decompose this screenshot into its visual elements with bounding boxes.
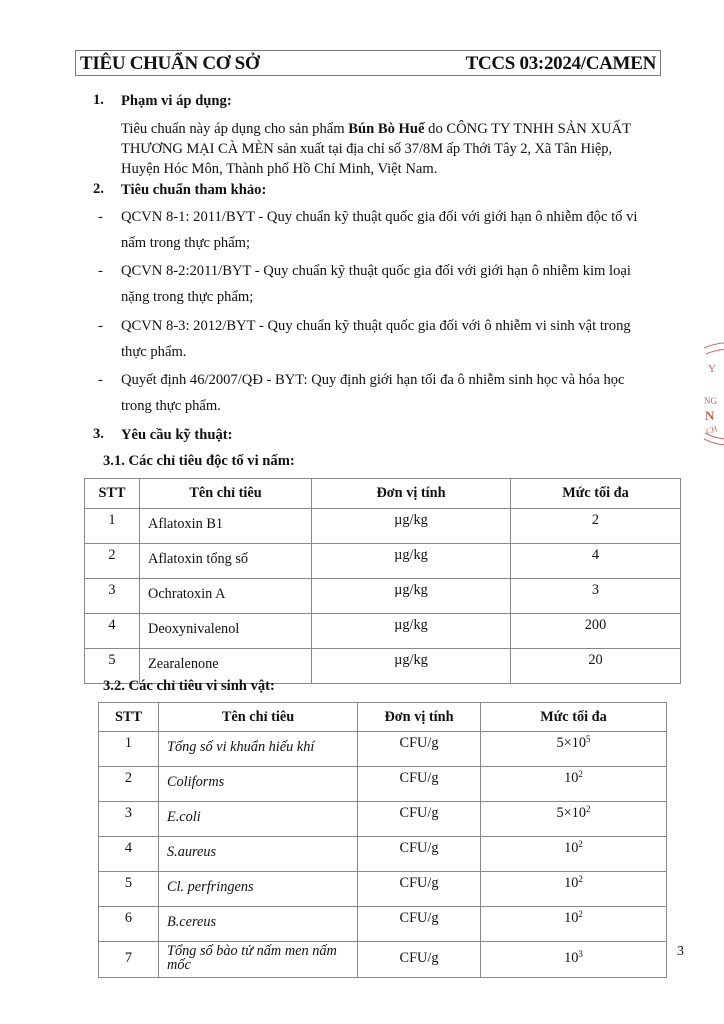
reference-item: Quyết định 46/2007/QĐ - BYT: Quy định giới hạn tối đa ô nhiễm sinh học và hóa học <box>121 372 625 388</box>
cell-unit: µg/kg <box>312 509 511 544</box>
cell-name: Tổng số bào tử nấm men nấm mốc <box>159 942 358 978</box>
section1-line1: Tiêu chuẩn này áp dụng cho sản phẩm Bún Bò Huế do CÔNG TY TNHH SẢN XUẤT <box>121 121 631 137</box>
red-seal-stamp <box>702 338 724 448</box>
page-number: 3 <box>677 944 684 959</box>
svg-text:NG: NG <box>704 396 717 406</box>
cell-max: 200 <box>511 614 681 649</box>
cell-name: Ochratoxin A <box>140 579 312 614</box>
cell-stt: 3 <box>85 579 140 614</box>
section1-line2: THƯƠNG MẠI CÀ MÈN sản xuất tại địa chỉ số 37/8M ấp Thới Tây 2, Xã Tân Hiệp, <box>121 141 613 157</box>
column-header: Mức tối đa <box>481 703 667 732</box>
cell-max: $10^2$ <box>481 907 667 942</box>
cell-stt: 5 <box>85 649 140 684</box>
reference-item: QCVN 8-2:2011/BYT - Quy chuẩn kỹ thuật quốc gia đối với giới hạn ô nhiễm kim loại <box>121 263 631 279</box>
cell-stt: 4 <box>99 837 159 872</box>
section1-line3: Huyện Hóc Môn, Thành phố Hồ Chí Minh, Việt Nam. <box>121 161 438 177</box>
cell-max: 20 <box>511 649 681 684</box>
table-row <box>99 837 667 872</box>
reference-item-cont: nấm trong thực phẩm; <box>121 235 251 251</box>
subsection-3-1-title: 3.1. Các chỉ tiêu độc tố vi nấm: <box>103 453 295 469</box>
column-header: Tên chỉ tiêu <box>159 703 358 732</box>
table-row <box>99 767 667 802</box>
table-row <box>99 907 667 942</box>
column-header: Tên chỉ tiêu <box>140 479 312 509</box>
cell-max: $10^2$ <box>481 837 667 872</box>
cell-unit: CFU/g <box>358 732 481 767</box>
reference-item: QCVN 8-1: 2011/BYT - Quy chuẩn kỹ thuật quốc gia đối với giới hạn ô nhiễm độc tố vi <box>121 209 638 225</box>
reference-item-cont: thực phẩm. <box>121 344 187 360</box>
cell-unit: CFU/g <box>358 802 481 837</box>
product-name: Bún Bò Huế <box>348 121 425 137</box>
mycotoxin-table <box>84 478 681 684</box>
cell-unit: µg/kg <box>312 649 511 684</box>
header-code: TCCS 03:2024/CAMEN <box>465 53 656 74</box>
cell-name: Coliforms <box>159 767 358 802</box>
cell-max: 3 <box>511 579 681 614</box>
cell-name: Zearalenone <box>140 649 312 684</box>
table-row <box>85 614 681 649</box>
cell-name: Cl. perfringens <box>159 872 358 907</box>
cell-max: $10^2$ <box>481 872 667 907</box>
table-row <box>85 509 681 544</box>
table-row <box>99 732 667 767</box>
list-dash: - <box>98 263 103 279</box>
table-row <box>99 872 667 907</box>
reference-item-cont: trong thực phẩm. <box>121 398 221 414</box>
cell-stt: 7 <box>99 942 159 978</box>
cell-name: Aflatoxin tổng số <box>140 544 312 579</box>
cell-unit: CFU/g <box>358 942 481 978</box>
section1-number: 1. <box>93 92 104 108</box>
cell-stt: 1 <box>99 732 159 767</box>
section3-number: 3. <box>93 426 104 442</box>
cell-name: Deoxynivalenol <box>140 614 312 649</box>
header-title: TIÊU CHUẨN CƠ SỞ <box>80 53 260 74</box>
microbiological-table <box>98 702 667 978</box>
cell-name: S.aureus <box>159 837 358 872</box>
cell-stt: 6 <box>99 907 159 942</box>
list-dash: - <box>98 372 103 388</box>
cell-name: Aflatoxin B1 <box>140 509 312 544</box>
column-header: Đơn vị tính <box>358 703 481 732</box>
cell-stt: 2 <box>99 767 159 802</box>
cell-unit: µg/kg <box>312 579 511 614</box>
column-header: STT <box>85 479 140 509</box>
cell-max: 4 <box>511 544 681 579</box>
seal-icon <box>702 338 724 448</box>
cell-max: $10^2$ <box>481 767 667 802</box>
reference-item-cont: nặng trong thực phẩm; <box>121 289 254 305</box>
cell-max: 2 <box>511 509 681 544</box>
cell-stt: 4 <box>85 614 140 649</box>
svg-text:CH: CH <box>705 424 719 436</box>
cell-unit: CFU/g <box>358 837 481 872</box>
section3-title: Yêu cầu kỹ thuật: <box>121 427 233 443</box>
cell-stt: 3 <box>99 802 159 837</box>
cell-stt: 5 <box>99 872 159 907</box>
table-row <box>99 942 667 978</box>
list-dash: - <box>98 318 103 334</box>
cell-unit: CFU/g <box>358 872 481 907</box>
cell-name: E.coli <box>159 802 358 837</box>
cell-max: $10^3$ <box>481 942 667 978</box>
cell-unit: µg/kg <box>312 614 511 649</box>
column-header: STT <box>99 703 159 732</box>
table-row <box>85 579 681 614</box>
cell-unit: CFU/g <box>358 767 481 802</box>
table-row <box>99 802 667 837</box>
cell-max: $5\times 10^5$ <box>481 732 667 767</box>
svg-text:N: N <box>705 408 715 423</box>
cell-name: B.cereus <box>159 907 358 942</box>
cell-unit: µg/kg <box>312 544 511 579</box>
cell-max: $5\times 10^2$ <box>481 802 667 837</box>
section2-number: 2. <box>93 181 104 197</box>
subsection-3-2-title: 3.2. Các chỉ tiêu vi sinh vật: <box>103 678 275 694</box>
table-header-row <box>85 479 681 509</box>
cell-unit: CFU/g <box>358 907 481 942</box>
cell-stt: 2 <box>85 544 140 579</box>
list-dash: - <box>98 209 103 225</box>
column-header: Mức tối đa <box>511 479 681 509</box>
column-header: Đơn vị tính <box>312 479 511 509</box>
svg-text:Y: Y <box>708 363 716 375</box>
document-header <box>75 50 661 76</box>
table-header-row <box>99 703 667 732</box>
section1-title: Phạm vi áp dụng: <box>121 93 232 109</box>
section2-title: Tiêu chuẩn tham khảo: <box>121 182 267 198</box>
cell-name: Tổng số vi khuẩn hiếu khí <box>159 732 358 767</box>
table-row <box>85 544 681 579</box>
cell-stt: 1 <box>85 509 140 544</box>
reference-item: QCVN 8-3: 2012/BYT - Quy chuẩn kỹ thuật quốc gia đối với ô nhiễm vi sinh vật trong <box>121 318 631 334</box>
